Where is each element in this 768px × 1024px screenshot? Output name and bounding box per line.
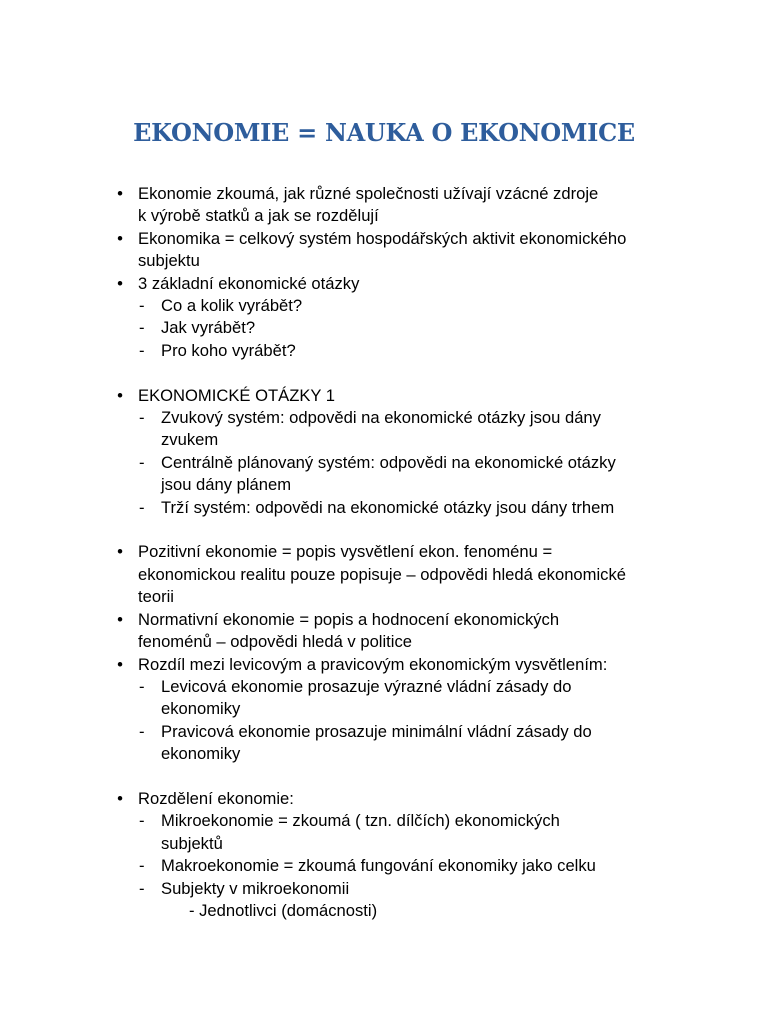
dash-marker: - — [139, 296, 145, 316]
sub-item — [113, 900, 693, 922]
dash-marker: - — [139, 856, 145, 876]
dash-item — [113, 452, 693, 497]
bullet-item — [113, 183, 693, 228]
dash-marker: - — [139, 676, 145, 696]
dash-marker: - — [139, 811, 145, 831]
text-line: Subjekty v mikroekonomii — [161, 878, 350, 898]
bullet-marker: • — [117, 385, 123, 405]
bullet-item — [113, 541, 693, 608]
text-line: Mikroekonomie = zkoumá ( tzn. dílčích) ekonomických — [161, 811, 560, 831]
text-line: ekonomiky — [161, 699, 241, 719]
text-line: Normativní ekonomie = popis a hodnocení ekonomických — [138, 609, 560, 629]
bullet-item — [113, 609, 693, 654]
dash-marker: - — [139, 878, 145, 898]
dash-marker: - — [139, 452, 145, 472]
dash-marker: - — [139, 721, 145, 741]
bullet-marker: • — [117, 609, 123, 629]
section-3 — [113, 541, 693, 765]
section-spacer — [113, 519, 693, 541]
document-body — [113, 183, 693, 922]
dash-item — [113, 295, 693, 317]
text-line: ekonomiky — [161, 744, 241, 764]
bullet-marker: • — [117, 228, 123, 248]
dash-item — [113, 317, 693, 339]
text-line: Rozdíl mezi levicovým a pravicovým ekonomickým vysvětlením: — [138, 654, 608, 674]
dash-item — [113, 497, 693, 519]
dash-marker: - — [139, 318, 145, 338]
bullet-marker: • — [117, 654, 123, 674]
bullet-marker: • — [117, 542, 123, 562]
page-title: EKONOMIE = NAUKA O EKONOMICE — [133, 118, 635, 147]
text-line: Centrálně plánovaný systém: odpovědi na ekonomické otázky — [161, 452, 616, 472]
bullet-marker: • — [117, 273, 123, 293]
text-line: Ekonomika = celkový systém hospodářských aktivit ekonomického — [138, 228, 627, 248]
text-line: subjektu — [138, 251, 200, 271]
text-line: EKONOMICKÉ OTÁZKY 1 — [138, 385, 336, 405]
text-line: Zvukový systém: odpovědi na ekonomické otázky jsou dány — [161, 408, 601, 428]
bullet-item — [113, 228, 693, 273]
text-line: Pozitivní ekonomie = popis vysvětlení ekon. fenoménu = — [138, 542, 553, 562]
bullet-item — [113, 654, 693, 676]
dash-marker: - — [139, 340, 145, 360]
dash-item — [113, 676, 693, 721]
text-line: ekonomickou realitu pouze popisuje – odpovědi hledá ekonomické — [138, 564, 626, 584]
text-line: Pravicová ekonomie prosazuje minimální vládní zásady do — [161, 721, 592, 741]
section-4 — [113, 788, 693, 922]
text-line: teorii — [138, 587, 174, 607]
text-line: Rozdělení ekonomie: — [138, 788, 294, 808]
text-line: subjektů — [161, 833, 223, 853]
dash-item — [113, 855, 693, 877]
text-line: fenoménů – odpovědi hledá v politice — [138, 632, 412, 652]
text-line: Levicová ekonomie prosazuje výrazné vládní zásady do — [161, 676, 572, 696]
bullet-marker: • — [117, 184, 123, 203]
bullet-item — [113, 273, 693, 295]
text-line: Makroekonomie = zkoumá fungování ekonomiky jako celku — [161, 856, 596, 876]
text-line: Jak vyrábět? — [161, 318, 256, 338]
dash-item — [113, 340, 693, 362]
section-2 — [113, 385, 693, 519]
text-line: 3 základní ekonomické otázky — [138, 273, 360, 293]
dash-marker: - — [139, 497, 145, 517]
dash-item — [113, 407, 693, 452]
dash-marker: - — [139, 408, 145, 428]
text-line: zvukem — [161, 430, 219, 450]
section-spacer — [113, 362, 693, 384]
text-line: jsou dány plánem — [161, 475, 292, 495]
text-line: k výrobě statků a jak se rozdělují — [138, 206, 379, 226]
dash-item — [113, 721, 693, 766]
text-line: Trží systém: odpovědi na ekonomické otázky jsou dány trhem — [161, 497, 615, 517]
text-line: - Jednotlivci (domácnosti) — [189, 900, 378, 920]
section-spacer — [113, 766, 693, 788]
dash-item — [113, 810, 693, 855]
bullet-marker: • — [117, 788, 123, 808]
dash-item — [113, 878, 693, 900]
section-1 — [113, 183, 693, 362]
text-line: Pro koho vyrábět? — [161, 340, 296, 360]
text-line: Co a kolik vyrábět? — [161, 296, 303, 316]
text-line: Ekonomie zkoumá, jak různé společnosti užívají vzácné zdroje — [138, 184, 599, 203]
bullet-item — [113, 385, 693, 407]
bullet-item — [113, 788, 693, 810]
